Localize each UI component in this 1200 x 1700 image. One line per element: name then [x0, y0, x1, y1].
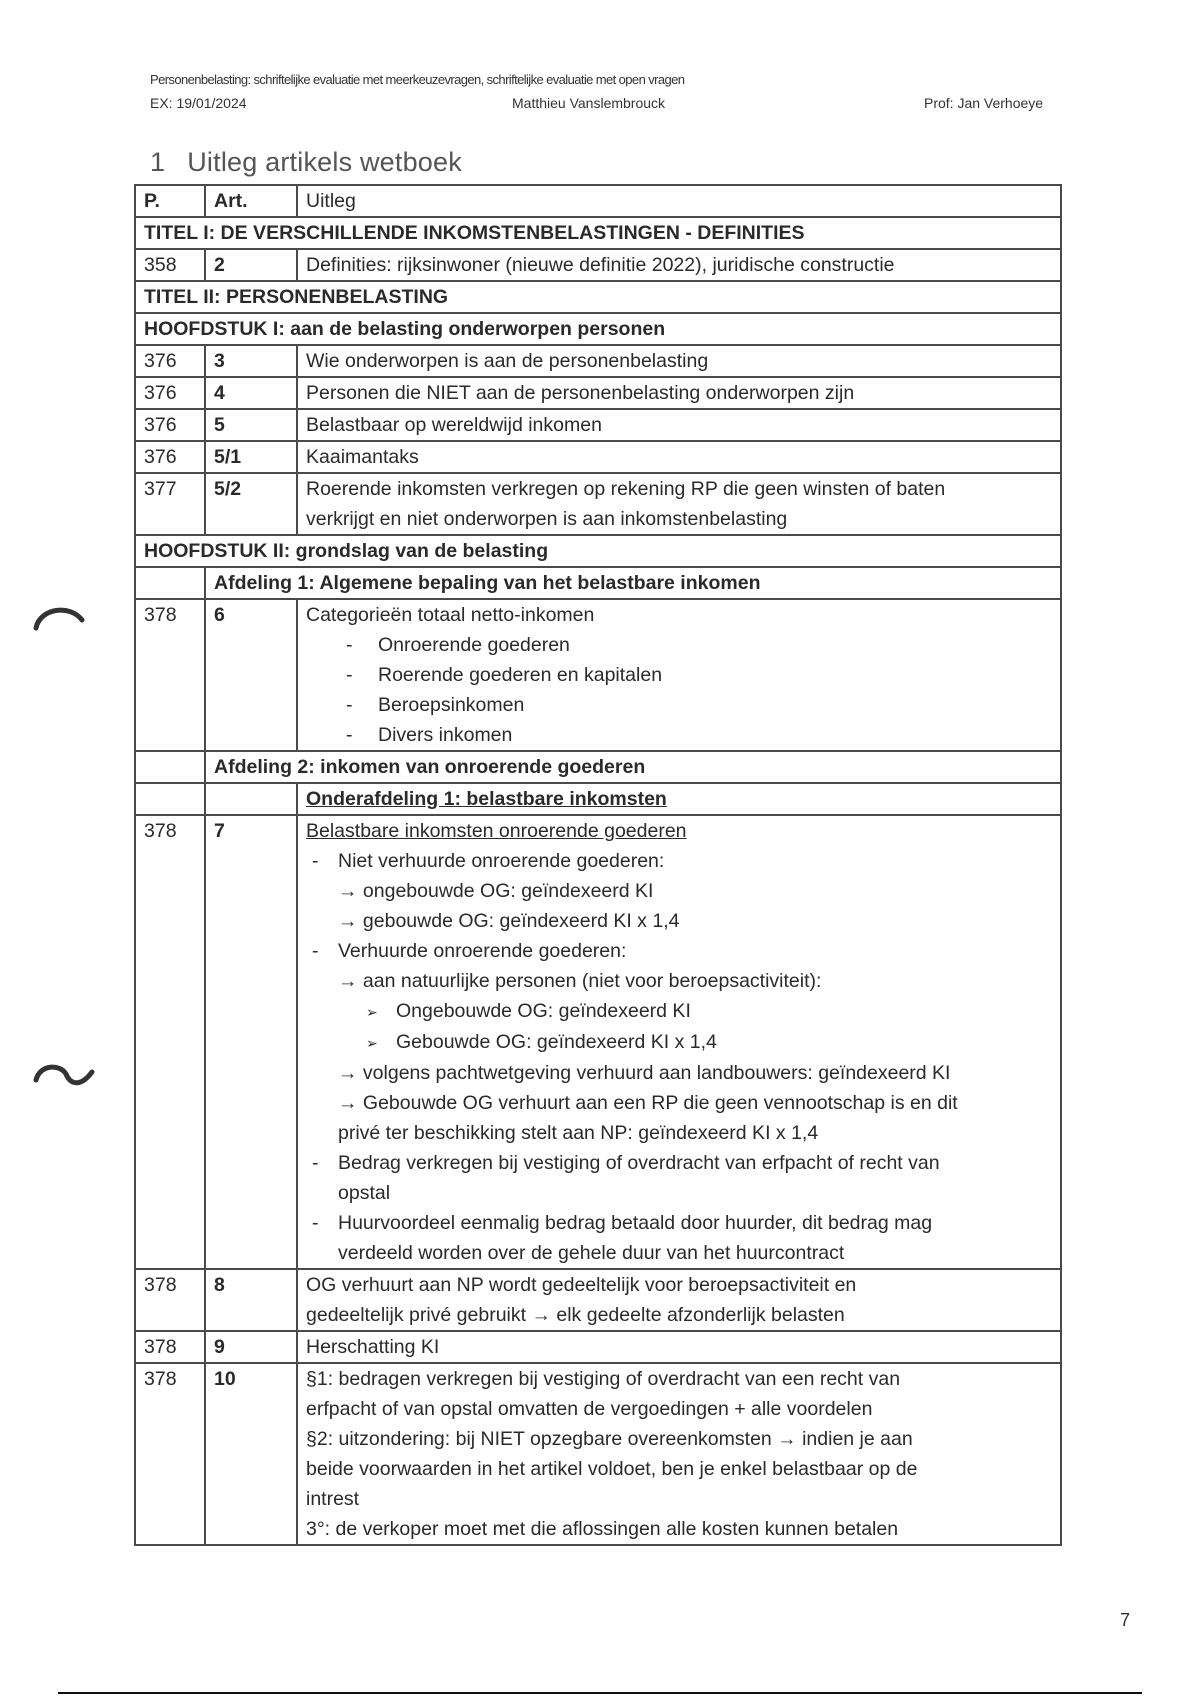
section-number: 1: [150, 147, 166, 177]
table-row: [135, 599, 1061, 751]
section-title: [150, 147, 462, 178]
page-cell: 378: [135, 815, 205, 1269]
article-cell: 8: [205, 1269, 297, 1331]
section-title-text: Uitleg artikels wetboek: [187, 147, 462, 177]
hoofdstuk-1: HOOFDSTUK I: aan de belasting onderworpen personen: [135, 313, 1061, 345]
header-uitleg: Uitleg: [297, 185, 1061, 217]
article-cell: 6: [205, 599, 297, 751]
hoofdstuk-2: HOOFDSTUK II: grondslag van de belasting: [135, 535, 1061, 567]
afdeling-1: Afdeling 1: Algemene bepaling van het belastbare inkomen: [205, 567, 1061, 599]
explanation-cell: Herschatting KI: [297, 1331, 1061, 1363]
explanation-line: erfpacht of van opstal omvatten de vergoedingen + alle voordelen: [306, 1398, 873, 1420]
list-item: → gebouwde OG: geïndexeerd KI x 1,4: [338, 910, 680, 932]
page-cell: 378: [135, 1363, 205, 1545]
page-cell: 378: [135, 1331, 205, 1363]
explanation-cell: Personen die NIET aan de personenbelasting onderworpen zijn: [297, 377, 1061, 409]
table-row: [135, 815, 1061, 1269]
empty-cell: [205, 783, 297, 815]
punch-hole-mark-icon: [30, 1058, 100, 1098]
course-header: Personenbelasting: schriftelijke evaluatie met meerkeuzevragen, schriftelijke evaluatie met open vragen: [150, 72, 685, 87]
articles-table: [134, 184, 1062, 1546]
header-p: P.: [135, 185, 205, 217]
table-row: [135, 377, 1061, 409]
list-item: - Onroerende goederen: [378, 630, 1052, 660]
page-cell: 378: [135, 599, 205, 751]
explanation-title: Categorieën totaal netto-inkomen: [306, 604, 595, 626]
table-header-row: [135, 185, 1061, 217]
onderafdeling-1: Onderafdeling 1: belastbare inkomsten: [297, 783, 1061, 815]
empty-cell: [135, 783, 205, 815]
article-cell: 4: [205, 377, 297, 409]
list-item: - Niet verhuurde onroerende goederen:: [306, 846, 1052, 876]
page-cell: 376: [135, 345, 205, 377]
explanation-line: 3°: de verkoper moet met die aflossingen alle kosten kunnen betalen: [306, 1518, 899, 1540]
category-list: [306, 630, 1052, 750]
page-cell: 378: [135, 1269, 205, 1331]
list-item-continued: opstal: [338, 1182, 391, 1204]
list-item: → Gebouwde OG verhuurt aan een RP die geen vennootschap is en dit: [338, 1092, 958, 1114]
article-cell: 5/1: [205, 441, 297, 473]
header-art: Art.: [205, 185, 297, 217]
article-cell: 5/2: [205, 473, 297, 535]
page-number: 7: [1120, 1610, 1131, 1630]
afdeling-2-row: [135, 751, 1061, 783]
list-item: → volgens pachtwetgeving verhuurd aan landbouwers: geïndexeerd KI: [338, 1062, 951, 1084]
page-cell: 358: [135, 249, 205, 281]
article-cell: 5: [205, 409, 297, 441]
article-cell: 7: [205, 815, 297, 1269]
page-cell: 376: [135, 409, 205, 441]
explanation-line: OG verhuurt aan NP wordt gedeeltelijk voor beroepsactiviteit en: [306, 1274, 857, 1296]
explanation-cell: Definities: rijksinwoner (nieuwe definitie 2022), juridische constructie: [297, 249, 1061, 281]
list-item: ➢ Ongebouwde OG: geïndexeerd KI: [306, 996, 1052, 1027]
list-item: → ongebouwde OG: geïndexeerd KI: [338, 880, 654, 902]
explanation-line: §2: uitzondering: bij NIET opzegbare overeenkomsten → indien je aan: [306, 1428, 913, 1450]
hoofdstuk-2-row: [135, 535, 1061, 567]
page-cell: 376: [135, 441, 205, 473]
explanation-cell: [297, 473, 1061, 535]
table-row: [135, 1363, 1061, 1545]
page-cell: 376: [135, 377, 205, 409]
titel-2-row: [135, 281, 1061, 313]
exam-date: EX: 19/01/2024: [150, 95, 247, 111]
hoofdstuk-1-row: [135, 313, 1061, 345]
table-row: [135, 1269, 1061, 1331]
list-item: - Roerende goederen en kapitalen: [378, 660, 1052, 690]
explanation-cell: [297, 1363, 1061, 1545]
table-row: [135, 249, 1061, 281]
list-item: - Verhuurde onroerende goederen:: [306, 936, 1052, 966]
explanation-title: Belastbare inkomsten onroerende goederen: [306, 820, 687, 842]
table-row: [135, 409, 1061, 441]
empty-cell: [135, 751, 205, 783]
scan-edge-line: [58, 1692, 1142, 1694]
explanation-cell: Wie onderworpen is aan de personenbelasting: [297, 345, 1061, 377]
table-row: [135, 345, 1061, 377]
titel-1-row: [135, 217, 1061, 249]
table-row: [135, 441, 1061, 473]
list-item: - Huurvoordeel eenmalig bedrag betaald door huurder, dit bedrag mag: [306, 1208, 1052, 1238]
article-cell: 2: [205, 249, 297, 281]
list-item: - Bedrag verkregen bij vestiging of overdracht van erfpacht of recht van: [306, 1148, 1052, 1178]
page-cell: 377: [135, 473, 205, 535]
afdeling-2: Afdeling 2: inkomen van onroerende goederen: [205, 751, 1061, 783]
article-cell: 10: [205, 1363, 297, 1545]
explanation-cell: [297, 1269, 1061, 1331]
explanation-line: §1: bedragen verkregen bij vestiging of overdracht van een recht van: [306, 1368, 901, 1390]
table-row: [135, 473, 1061, 535]
list-item: → aan natuurlijke personen (niet voor beroepsactiviteit):: [338, 970, 822, 992]
afdeling-1-row: [135, 567, 1061, 599]
onderafdeling-1-row: [135, 783, 1061, 815]
article-cell: 3: [205, 345, 297, 377]
explanation-cell: Kaaimantaks: [297, 441, 1061, 473]
table-row: [135, 1331, 1061, 1363]
explanation-line: beide voorwaarden in het artikel voldoet, ben je enkel belastbaar op de: [306, 1458, 918, 1480]
titel-2: TITEL II: PERSONENBELASTING: [135, 281, 1061, 313]
author-name: Matthieu Vanslembrouck: [512, 95, 666, 111]
explanation-cell: [297, 815, 1061, 1269]
punch-hole-mark-icon: [30, 598, 90, 638]
titel-1: TITEL I: DE VERSCHILLENDE INKOMSTENBELASTINGEN - DEFINITIES: [135, 217, 1061, 249]
explanation-line: Roerende inkomsten verkregen op rekening RP die geen winsten of baten: [306, 478, 946, 500]
list-item-continued: verdeeld worden over de gehele duur van het huurcontract: [338, 1242, 845, 1264]
explanation-line: verkrijgt en niet onderworpen is aan inkomstenbelasting: [306, 508, 788, 530]
article-cell: 9: [205, 1331, 297, 1363]
professor-name: Prof: Jan Verhoeye: [924, 95, 1044, 111]
list-item: - Beroepsinkomen: [378, 690, 1052, 720]
list-item: - Divers inkomen: [378, 720, 1052, 750]
explanation-line: intrest: [306, 1488, 360, 1510]
list-item: ➢ Gebouwde OG: geïndexeerd KI x 1,4: [306, 1027, 1052, 1058]
explanation-cell: Belastbaar op wereldwijd inkomen: [297, 409, 1061, 441]
explanation-cell: [297, 599, 1061, 751]
list-item: privé ter beschikking stelt aan NP: geïndexeerd KI x 1,4: [338, 1122, 819, 1144]
explanation-line: gedeeltelijk privé gebruikt → elk gedeelte afzonderlijk belasten: [306, 1304, 845, 1326]
empty-cell: [135, 567, 205, 599]
